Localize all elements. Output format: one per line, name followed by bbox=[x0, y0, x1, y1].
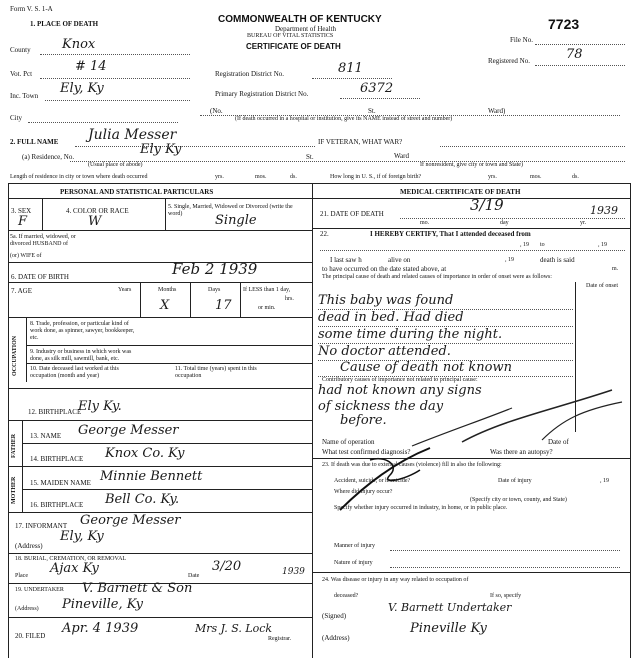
residence-value: Ely Ky bbox=[140, 142, 182, 157]
color-label: 4. COLOR OR RACE bbox=[66, 207, 129, 215]
vot-pct-value: # 14 bbox=[75, 59, 107, 74]
mother-side-label: MOTHER bbox=[11, 476, 17, 504]
st-label: St. bbox=[368, 107, 376, 115]
father-name-value: George Messer bbox=[78, 423, 179, 438]
certify-text: I HEREBY CERTIFY, That I attended deceased from bbox=[370, 230, 531, 238]
section-title-divider bbox=[8, 198, 630, 199]
reg-district-label: Registration District No. bbox=[215, 70, 285, 78]
filed-value: Apr. 4 1939 bbox=[62, 621, 139, 636]
city-label: City bbox=[10, 114, 23, 122]
usual-abode-note: (Usual place of abode) bbox=[88, 162, 143, 168]
husband-label: 5a. If married, widowed, or divorced HUSBAND of bbox=[10, 234, 76, 247]
contributory-line-3: before. bbox=[340, 413, 387, 428]
age-days-label: Days bbox=[208, 287, 221, 293]
nature-label: Nature of injury bbox=[334, 560, 373, 566]
father-birthplace-label: 14. BIRTHPLACE bbox=[30, 455, 84, 463]
manner-label: Manner of injury bbox=[334, 543, 375, 549]
residence-st-label: St. bbox=[306, 153, 314, 161]
dob-label: 6. DATE OF BIRTH bbox=[11, 273, 69, 281]
confirm-label: What test confirmed diagnosis? bbox=[322, 448, 411, 456]
primary-reg-value: 6372 bbox=[360, 81, 394, 96]
informant-label: 17. INFORMANT bbox=[15, 522, 68, 530]
undertaker-address-label: (Address) bbox=[15, 606, 39, 612]
inc-town-label: Inc. Town bbox=[10, 92, 39, 100]
mother-birthplace-label: 16. BIRTHPLACE bbox=[30, 501, 84, 509]
burial-place-value: Ajax Ky bbox=[50, 561, 99, 576]
commonwealth-title: COMMONWEALTH OF KENTUCKY bbox=[218, 14, 382, 25]
age-months-value: X bbox=[160, 298, 170, 313]
last-saw-label: I last saw h bbox=[330, 256, 362, 264]
sex-label: 3. SEX bbox=[11, 207, 32, 215]
dept-name: Department of Health bbox=[275, 25, 337, 33]
full-name-label: 2. FULL NAME bbox=[10, 138, 59, 146]
strike-through-mark bbox=[330, 440, 510, 520]
residence-label: (a) Residence, No. bbox=[22, 153, 75, 161]
contributory-line-1: had not known any signs bbox=[318, 383, 482, 398]
registered-no-label: Registered No. bbox=[488, 57, 530, 65]
ward-label: Ward) bbox=[488, 107, 506, 115]
registered-no-value: 78 bbox=[566, 47, 583, 62]
father-name-label: 13. NAME bbox=[30, 432, 62, 440]
date-of-death-label: 21. DATE OF DEATH bbox=[320, 210, 384, 218]
signed-label: (Signed) bbox=[322, 612, 347, 620]
date-of-death-year: 1939 bbox=[590, 204, 618, 217]
stamp-number: 7723 bbox=[548, 16, 580, 32]
cause-line-3: some time during the night. bbox=[318, 327, 503, 342]
inc-town-value: Ely, Ky bbox=[60, 81, 104, 96]
reg-district-value: 811 bbox=[338, 61, 363, 76]
mother-name-value: Minnie Bennett bbox=[100, 469, 203, 484]
operation-label: Name of operation bbox=[322, 438, 375, 446]
vot-pct-label: Vot. Pct bbox=[10, 70, 33, 78]
residence-ward-label: Ward bbox=[394, 152, 409, 160]
father-side-label: FATHER bbox=[11, 433, 17, 458]
occupation-11: 11. Total time (years) spent in this occupation bbox=[175, 366, 257, 379]
length-residence-label: Length of residence in city or town where death occurred bbox=[10, 174, 148, 180]
undertaker-address-value: Pineville, Ky bbox=[62, 597, 143, 612]
informant-value: George Messer bbox=[80, 513, 181, 528]
occupation-side-label: OCCUPATION bbox=[12, 335, 18, 376]
no-label: (No. bbox=[210, 107, 223, 115]
right-border bbox=[630, 183, 631, 658]
bureau-name: BUREAU OF VITAL STATISTICS bbox=[247, 33, 334, 39]
form-number: Form V. S. 1-A bbox=[10, 5, 53, 13]
county-label: County bbox=[10, 46, 31, 54]
principal-cause-label: The principal cause of death and related causes of importance in order of onset were as follows: bbox=[322, 274, 552, 280]
birthplace-value: Ely Ky. bbox=[78, 399, 122, 414]
autopsy-label: Was there an autopsy? bbox=[490, 448, 553, 456]
signed-value: V. Barnett Undertaker bbox=[388, 601, 512, 614]
marital-value: Single bbox=[215, 213, 257, 228]
cause-line-5: Cause of death not known bbox=[340, 360, 512, 375]
primary-reg-label: Primary Registration District No. bbox=[215, 90, 309, 98]
us-length-label: How long in U. S., if of foreign birth? bbox=[330, 174, 422, 180]
occupation-9: 9. Industry or business in which work was done, as silk mill, sawmill, bank, etc. bbox=[30, 349, 132, 362]
age-label: 7. AGE bbox=[11, 287, 32, 295]
cause-line-1: This baby was found bbox=[318, 293, 454, 308]
medical-address-value: Pineville Ky bbox=[410, 621, 487, 636]
occ-related-label: 24. Was disease or injury in any way related to occupation of bbox=[322, 577, 469, 583]
mother-birthplace-value: Bell Co. Ky. bbox=[105, 492, 180, 507]
age-months-label: Months bbox=[158, 287, 177, 293]
sex-value: F bbox=[18, 214, 28, 229]
date-of-death-value: 3/19 bbox=[470, 196, 504, 214]
medical-address-label: (Address) bbox=[322, 634, 350, 642]
occupation-8: 8. Trade, profession, or particular kind of work done, as spinner, sawyer, bookkeeper, etc. bbox=[30, 321, 135, 341]
burial-label: 18. BURIAL, CREMATION, OR REMOVAL bbox=[15, 556, 127, 562]
informant-address-value: Ely, Ky bbox=[60, 529, 104, 544]
contributory-label: Contributory causes of importance not related to principal cause: bbox=[322, 377, 478, 383]
mother-name-label: 15. MAIDEN NAME bbox=[30, 479, 91, 487]
county-value: Knox bbox=[62, 37, 96, 52]
specify-label: Specify whether injury occurred in industry, in home, or in public place. bbox=[334, 505, 508, 511]
place-of-death-heading: 1. PLACE OF DEATH bbox=[30, 20, 99, 28]
informant-address-label: (Address) bbox=[15, 542, 43, 550]
where-injury-label: Where did injury occur? bbox=[334, 489, 393, 495]
age-days-value: 17 bbox=[215, 298, 232, 313]
occupation-10: 10. Date deceased last worked at this occupation (month and year) bbox=[30, 366, 119, 379]
certify-number: 22. bbox=[320, 230, 329, 238]
if-less-label: If LESS than 1 day, bbox=[243, 287, 291, 293]
header-divider bbox=[8, 183, 630, 184]
accident-label: Accident, suicide, or homicide? bbox=[334, 478, 411, 484]
undertaker-label: 19. UNDERTAKER bbox=[15, 587, 64, 593]
medical-title: MEDICAL CERTIFICATE OF DEATH bbox=[400, 188, 521, 196]
color-value: W bbox=[88, 214, 102, 229]
father-birthplace-value: Knox Co. Ky bbox=[105, 446, 185, 461]
veteran-label: IF VETERAN, WHAT WAR? bbox=[318, 138, 403, 146]
contributory-line-2: of sickness the day bbox=[318, 399, 444, 414]
undertaker-value: V. Barnett & Son bbox=[82, 581, 193, 596]
burial-date-value: 3/20 bbox=[212, 559, 242, 574]
birthplace-label: 12. BIRTHPLACE bbox=[28, 408, 82, 416]
burial-place-label: Place bbox=[15, 573, 28, 579]
personal-particulars-title: PERSONAL AND STATISTICAL PARTICULARS bbox=[60, 188, 214, 196]
dob-value: Feb 2 1939 bbox=[172, 260, 258, 278]
age-years-label: Years bbox=[118, 287, 132, 293]
registrar-signature: Mrs J. S. Lock bbox=[195, 622, 273, 635]
certificate-title: CERTIFICATE OF DEATH bbox=[246, 42, 341, 51]
date-of-onset-label: Date of onset bbox=[586, 283, 618, 289]
nonresident-note: If nonresident, give city or town and State) bbox=[420, 162, 523, 168]
external-causes-label: 23. If death was due to external causes (violence) fill in also the following: bbox=[322, 462, 502, 468]
wife-label: (or) WIFE of bbox=[10, 253, 42, 259]
hospital-note: (If death occurred in a hospital or institution, give its NAME instead of street and number) bbox=[235, 116, 453, 122]
registrar-label: Registrar. bbox=[268, 636, 292, 642]
burial-year-value: 1939 bbox=[282, 567, 305, 577]
filed-label: 20. FILED bbox=[15, 632, 46, 640]
burial-date-label: Date bbox=[188, 573, 200, 579]
full-name-value: Julia Messer bbox=[88, 127, 177, 143]
cause-line-2: dead in bed. Had died bbox=[318, 310, 464, 325]
cause-line-4: No doctor attended. bbox=[318, 344, 451, 359]
marital-label: 5. Single, Married, Widowed or Divorced (write the word) bbox=[168, 204, 293, 217]
file-no-label: File No. bbox=[510, 36, 533, 44]
